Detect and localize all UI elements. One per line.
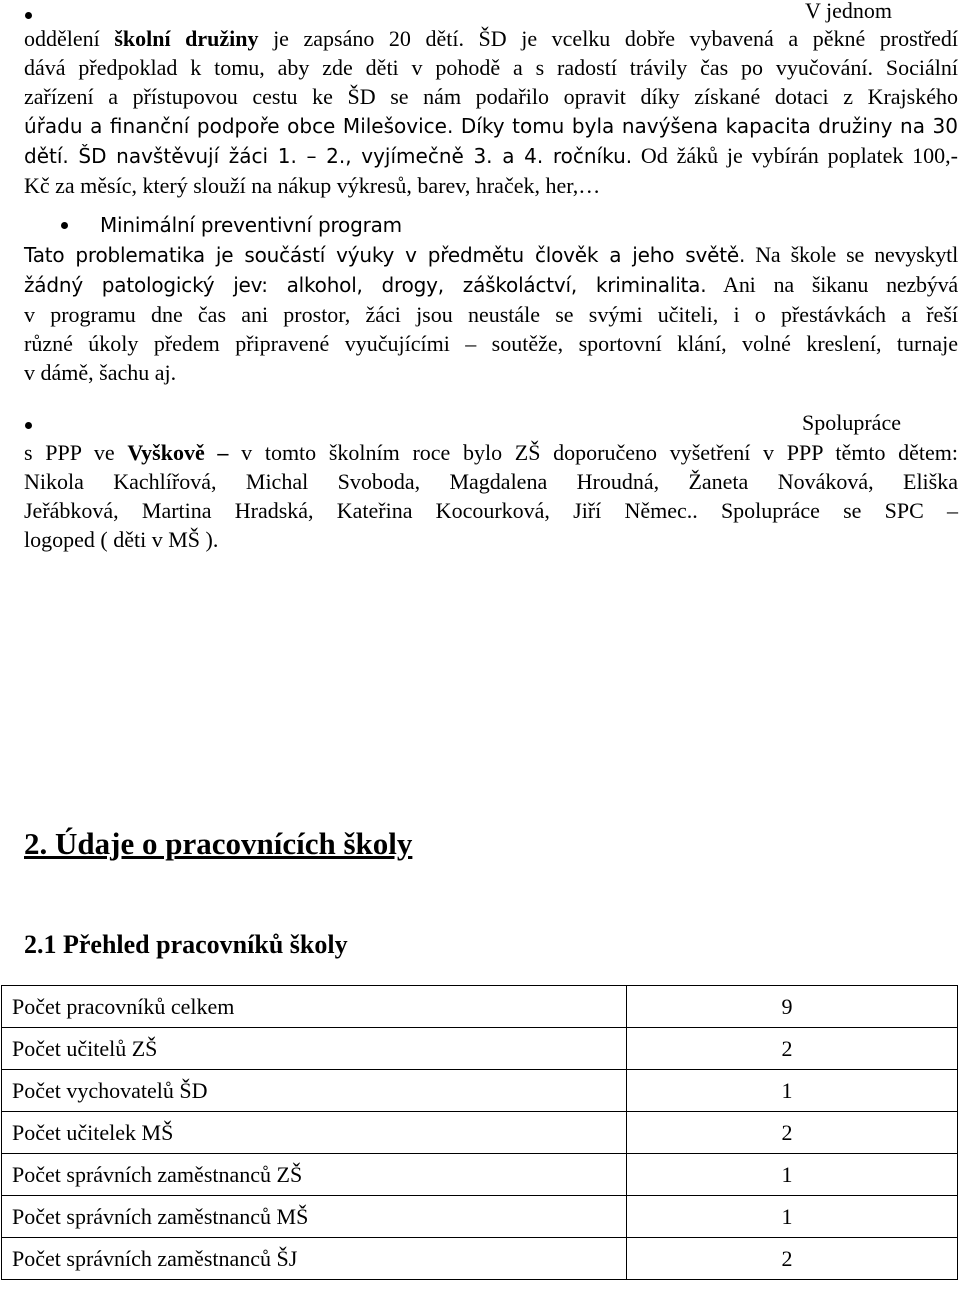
row-label: Počet správních zaměstnanců ZŠ <box>2 1154 627 1196</box>
para2-line-4: různé úkoly předem připravené vyučujícími – soutěže, sportovní klání, volné kreslení, turnaje <box>24 331 958 356</box>
para3-line-2: Nikola Kachlířová, Michal Svoboda, Magdalena Hroudná, Žaneta Nováková, Eliška <box>24 469 958 494</box>
table-row <box>2 1112 958 1154</box>
table-row <box>2 1196 958 1238</box>
para3-line-3: Jeřábková, Martina Hradská, Kateřina Kocourková, Jiří Němec.. Spolupráce se SPC – <box>24 498 958 523</box>
row-value: 2 <box>627 1238 958 1280</box>
row-value: 9 <box>627 986 958 1028</box>
para1-line-3: zařízení a přístupovou cestu ke ŠD se nám podařilo opravit díky získané dotaci z Krajského <box>24 84 958 109</box>
section-subtitle: 2.1 Přehled pracovníků školy <box>24 930 348 959</box>
row-label: Počet učitelů ZŠ <box>2 1028 627 1070</box>
row-value: 2 <box>627 1112 958 1154</box>
vyskov-term: Vyškově – <box>127 440 229 465</box>
para1-line-4: úřadu a finanční podpoře obce Milešovice. Díky tomu byla navýšena kapacita družiny na 30 <box>24 114 958 138</box>
para3-line-4: logoped ( děti v MŠ ). <box>24 527 219 552</box>
table-row <box>2 1238 958 1280</box>
bullet-marker <box>61 222 68 229</box>
row-label: Počet učitelek MŠ <box>2 1112 627 1154</box>
para2-line-1: Tato problematika je součástí výuky v předmětu člověk a jeho světě. Na škole se nevyskytl <box>24 242 958 267</box>
bullet-marker <box>25 12 32 19</box>
para3-first-word: Spolupráce <box>802 410 901 435</box>
row-value: 1 <box>627 1196 958 1238</box>
table-row <box>2 1154 958 1196</box>
para2-line-5: v dámě, šachu aj. <box>24 360 177 385</box>
school-club-paragraph <box>24 24 958 200</box>
cooperation-paragraph <box>24 438 958 554</box>
row-label: Počet správních zaměstnanců ŠJ <box>2 1238 627 1280</box>
bullet-marker <box>25 422 32 429</box>
prevention-paragraph <box>24 240 958 387</box>
table-row <box>2 986 958 1028</box>
table-row <box>2 1070 958 1112</box>
row-value: 2 <box>627 1028 958 1070</box>
row-label: Počet vychovatelů ŠD <box>2 1070 627 1112</box>
school-club-term: školní družiny <box>114 26 259 51</box>
para1-line-5: dětí. ŠD navštěvují žáci 1. – 2., vyjímečně 3. a 4. ročníku. Od žáků je vybírán poplatek 100,- <box>24 143 958 168</box>
staff-table <box>1 985 958 1280</box>
para1-line-1: oddělení školní družiny je zapsáno 20 dětí. ŠD je vcelku dobře vybavená a pěkné prostředí <box>24 26 958 51</box>
para1-line-2: dává předpoklad k tomu, aby zde děti v pohodě a s radostí trávily čas po vyučování. Sociální <box>24 55 958 80</box>
section-title: 2. Údaje o pracovnících školy <box>24 826 413 861</box>
row-label: Počet správních zaměstnanců MŠ <box>2 1196 627 1238</box>
row-label: Počet pracovníků celkem <box>2 986 627 1028</box>
row-value: 1 <box>627 1154 958 1196</box>
para2-line-3: v programu dne čas ani prostor, žáci jsou neustále se svými učiteli, i o přestávkách a řeší <box>24 302 958 327</box>
prevention-heading: Minimální preventivní program <box>100 213 402 237</box>
para3-line-1: s PPP ve Vyškově – v tomto školním roce bylo ZŠ doporučeno vyšetření v PPP těmto dětem: <box>24 440 959 465</box>
para1-line-6: Kč za měsíc, který slouží na nákup výkresů, barev, hraček, her,… <box>24 173 601 198</box>
table-row <box>2 1028 958 1070</box>
row-value: 1 <box>627 1070 958 1112</box>
para1-first-word: V jednom <box>805 0 892 23</box>
para2-line-2: žádný patologický jev: alkohol, drogy, záškoláctví, kriminalita. Ani na šikanu nezbývá <box>24 272 958 297</box>
